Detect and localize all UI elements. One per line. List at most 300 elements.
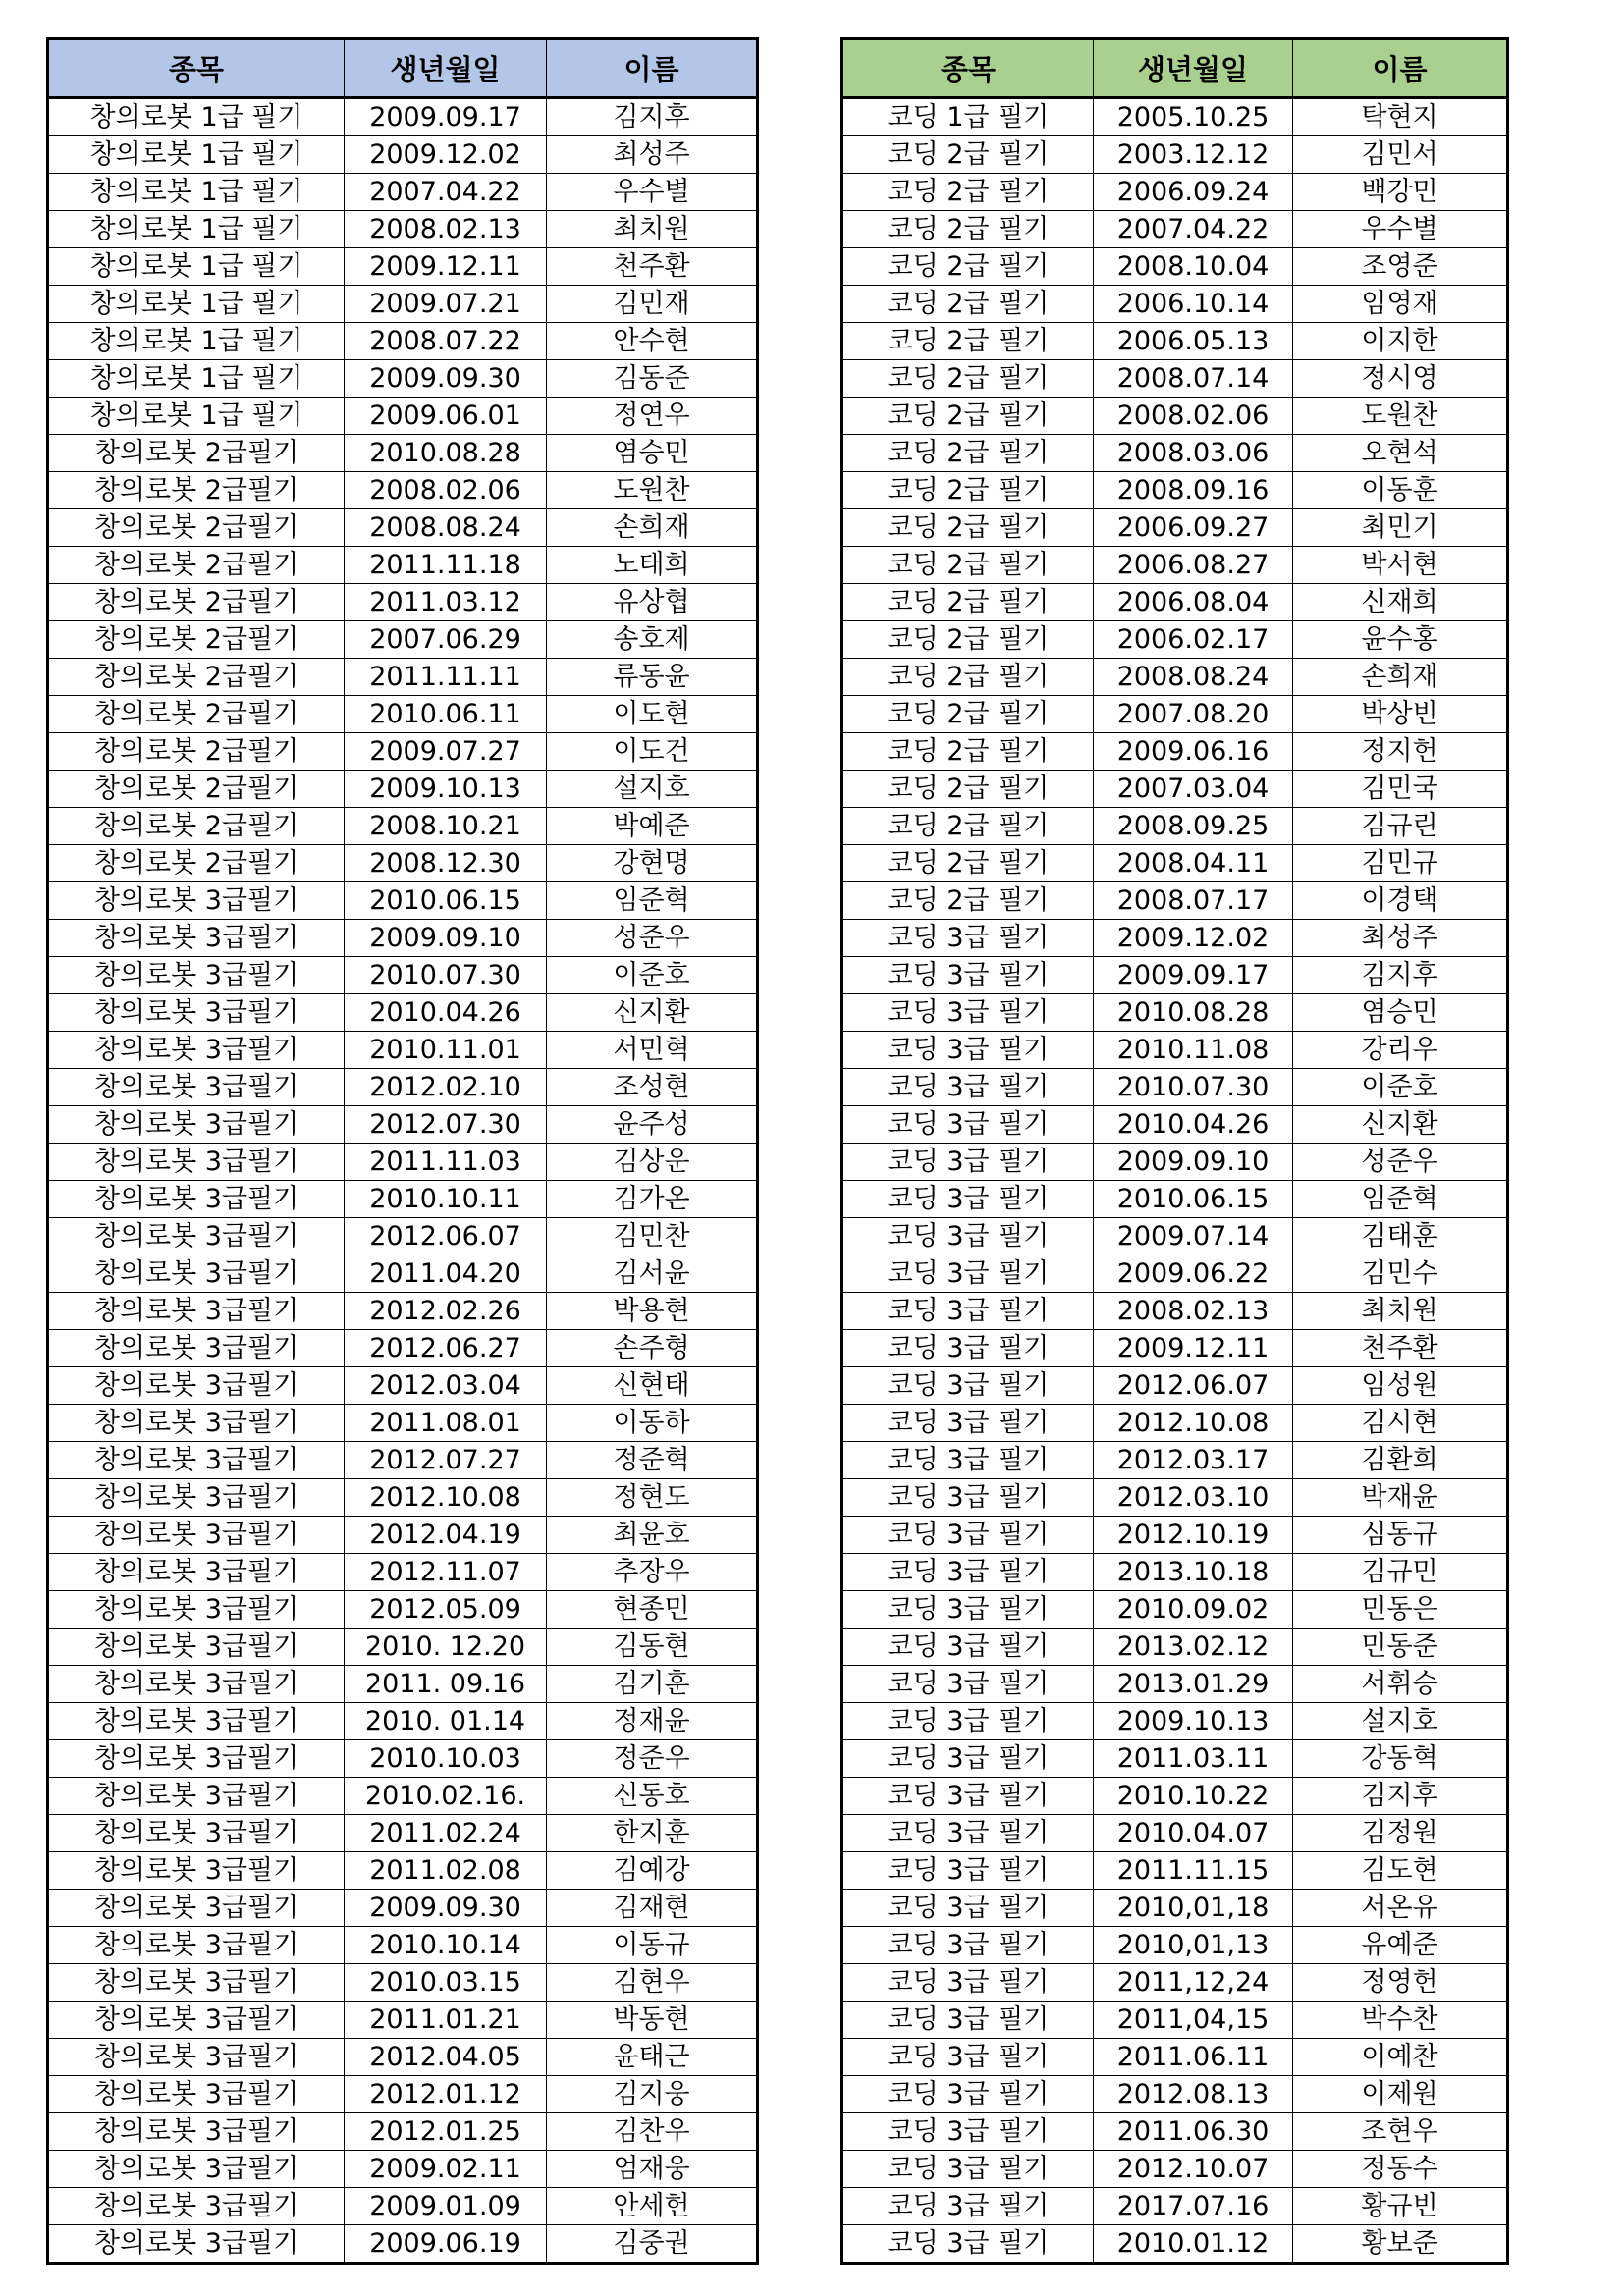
cell-birthdate: 2012.07.27	[345, 1442, 547, 1479]
cell-name: 도원찬	[1293, 398, 1508, 435]
table-row	[842, 1181, 1508, 1218]
cell-birthdate: 2010.01.12	[1094, 2225, 1293, 2264]
cell-birthdate: 2009.09.17	[345, 98, 547, 136]
cell-name: 강현명	[547, 845, 758, 882]
table-row	[842, 733, 1508, 771]
table-row	[48, 1890, 758, 1927]
cell-subject: 창의로봇 2급필기	[48, 845, 345, 882]
cell-subject: 코딩 2급 필기	[842, 509, 1094, 547]
cell-name: 조현우	[1293, 2113, 1508, 2151]
cell-name: 김시현	[1293, 1405, 1508, 1442]
header-birthdate: 생년월일	[1094, 39, 1293, 98]
table-row	[842, 1330, 1508, 1367]
cell-name: 김민서	[1293, 136, 1508, 174]
table-row	[48, 435, 758, 472]
table-row	[842, 1144, 1508, 1181]
cell-birthdate: 2011.11.03	[345, 1144, 547, 1181]
table-row	[48, 1069, 758, 1106]
cell-name: 김찬우	[547, 2113, 758, 2151]
cell-subject: 창의로봇 3급필기	[48, 1218, 345, 1255]
cell-subject: 코딩 3급 필기	[842, 1890, 1094, 1927]
cell-subject: 코딩 3급 필기	[842, 1181, 1094, 1218]
table-row	[842, 509, 1508, 547]
cell-birthdate: 2011,04,15	[1094, 2002, 1293, 2039]
cell-birthdate: 2012.01.12	[345, 2076, 547, 2113]
cell-subject: 코딩 3급 필기	[842, 1218, 1094, 1255]
cell-name: 추장우	[547, 1554, 758, 1591]
table-row	[48, 398, 758, 435]
cell-subject: 코딩 2급 필기	[842, 882, 1094, 920]
table-row	[48, 211, 758, 248]
table-row	[48, 584, 758, 621]
table-row	[48, 1367, 758, 1405]
cell-name: 정연우	[547, 398, 758, 435]
table-row	[842, 1740, 1508, 1778]
cell-subject: 코딩 3급 필기	[842, 1405, 1094, 1442]
cell-birthdate: 2006.09.24	[1094, 174, 1293, 211]
cell-subject: 코딩 3급 필기	[842, 2225, 1094, 2264]
table-row	[842, 1852, 1508, 1890]
cell-name: 김민찬	[547, 1218, 758, 1255]
cell-name: 설지호	[547, 771, 758, 808]
table-row	[48, 1852, 758, 1890]
cell-name: 황보준	[1293, 2225, 1508, 2264]
table-row	[842, 2113, 1508, 2151]
table-row	[48, 1591, 758, 1629]
cell-subject: 창의로봇 3급필기	[48, 1405, 345, 1442]
header-subject: 종목	[842, 39, 1094, 98]
cell-name: 이동하	[547, 1405, 758, 1442]
cell-birthdate: 2008.08.24	[1094, 659, 1293, 696]
cell-birthdate: 2011.11.11	[345, 659, 547, 696]
table-row	[48, 248, 758, 286]
cell-subject: 코딩 3급 필기	[842, 1293, 1094, 1330]
table-row	[842, 1405, 1508, 1442]
cell-subject: 코딩 3급 필기	[842, 2076, 1094, 2113]
cell-name: 송호제	[547, 621, 758, 659]
table-row	[48, 920, 758, 957]
cell-subject: 코딩 2급 필기	[842, 845, 1094, 882]
cell-subject: 창의로봇 3급필기	[48, 1815, 345, 1852]
cell-birthdate: 2011.02.24	[345, 1815, 547, 1852]
table-row	[48, 2225, 758, 2264]
cell-name: 손희재	[1293, 659, 1508, 696]
cell-name: 염승민	[547, 435, 758, 472]
cell-subject: 코딩 2급 필기	[842, 659, 1094, 696]
table-row	[48, 1554, 758, 1591]
cell-name: 정영헌	[1293, 1964, 1508, 2002]
cell-birthdate: 2010. 12.20	[345, 1629, 547, 1666]
cell-birthdate: 2007.04.22	[345, 174, 547, 211]
cell-birthdate: 2010.06.15	[1094, 1181, 1293, 1218]
cell-subject: 창의로봇 3급필기	[48, 957, 345, 994]
table-row	[48, 1629, 758, 1666]
table-row	[48, 994, 758, 1032]
cell-birthdate: 2008.09.25	[1094, 808, 1293, 845]
cell-name: 조영준	[1293, 248, 1508, 286]
cell-subject: 창의로봇 3급필기	[48, 882, 345, 920]
cell-name: 조성현	[547, 1069, 758, 1106]
cell-name: 김재현	[547, 1890, 758, 1927]
table-row	[48, 1778, 758, 1815]
table-row	[842, 1890, 1508, 1927]
cell-name: 정동수	[1293, 2151, 1508, 2188]
cell-subject: 창의로봇 1급 필기	[48, 360, 345, 398]
cell-birthdate: 2010.04.26	[345, 994, 547, 1032]
table-row	[48, 2151, 758, 2188]
table-row	[842, 1778, 1508, 1815]
table-row	[48, 1666, 758, 1703]
cell-birthdate: 2009.09.17	[1094, 957, 1293, 994]
table-row	[842, 1218, 1508, 1255]
cell-subject: 창의로봇 3급필기	[48, 1330, 345, 1367]
cell-birthdate: 2007.03.04	[1094, 771, 1293, 808]
cell-subject: 코딩 3급 필기	[842, 1703, 1094, 1740]
cell-name: 탁현지	[1293, 98, 1508, 136]
cell-birthdate: 2006.08.04	[1094, 584, 1293, 621]
table-row	[48, 2188, 758, 2225]
cell-birthdate: 2009.02.11	[345, 2151, 547, 2188]
cell-birthdate: 2009.10.13	[1094, 1703, 1293, 1740]
cell-subject: 창의로봇 3급필기	[48, 2002, 345, 2039]
table-row	[842, 398, 1508, 435]
cell-name: 우수별	[1293, 211, 1508, 248]
table-row	[48, 2076, 758, 2113]
cell-name: 강리우	[1293, 1032, 1508, 1069]
cell-subject: 코딩 2급 필기	[842, 248, 1094, 286]
cell-subject: 코딩 2급 필기	[842, 435, 1094, 472]
cell-subject: 창의로봇 3급필기	[48, 1442, 345, 1479]
cell-birthdate: 2012.04.05	[345, 2039, 547, 2076]
cell-name: 김현우	[547, 1964, 758, 2002]
cell-subject: 코딩 3급 필기	[842, 2113, 1094, 2151]
cell-subject: 창의로봇 1급 필기	[48, 286, 345, 323]
cell-subject: 코딩 3급 필기	[842, 1106, 1094, 1144]
cell-name: 안수현	[547, 323, 758, 360]
cell-birthdate: 2008.03.06	[1094, 435, 1293, 472]
cell-subject: 코딩 3급 필기	[842, 1591, 1094, 1629]
cell-name: 박재윤	[1293, 1479, 1508, 1517]
cell-birthdate: 2012.06.27	[345, 1330, 547, 1367]
cell-name: 엄재웅	[547, 2151, 758, 2188]
table-row	[48, 323, 758, 360]
cell-subject: 창의로봇 3급필기	[48, 1778, 345, 1815]
cell-birthdate: 2010.10.22	[1094, 1778, 1293, 1815]
cell-birthdate: 2008.09.16	[1094, 472, 1293, 509]
cell-subject: 창의로봇 1급 필기	[48, 174, 345, 211]
cell-birthdate: 2011.08.01	[345, 1405, 547, 1442]
cell-birthdate: 2011.03.11	[1094, 1740, 1293, 1778]
cell-birthdate: 2008.10.21	[345, 808, 547, 845]
header-subject: 종목	[48, 39, 345, 98]
cell-name: 이준호	[1293, 1069, 1508, 1106]
cell-birthdate: 2010.09.02	[1094, 1591, 1293, 1629]
cell-subject: 창의로봇 3급필기	[48, 1517, 345, 1554]
cell-name: 천주환	[1293, 1330, 1508, 1367]
cell-birthdate: 2010.03.15	[345, 1964, 547, 2002]
cell-subject: 창의로봇 2급필기	[48, 696, 345, 733]
cell-subject: 창의로봇 3급필기	[48, 1591, 345, 1629]
cell-name: 박예준	[547, 808, 758, 845]
cell-birthdate: 2008.02.06	[345, 472, 547, 509]
table-row	[48, 1330, 758, 1367]
cell-subject: 코딩 2급 필기	[842, 584, 1094, 621]
table-row	[48, 1405, 758, 1442]
cell-birthdate: 2009.10.13	[345, 771, 547, 808]
cell-name: 김중권	[547, 2225, 758, 2264]
cell-subject: 창의로봇 3급필기	[48, 2039, 345, 2076]
cell-name: 노태희	[547, 547, 758, 584]
table-row	[842, 845, 1508, 882]
table-row	[842, 1666, 1508, 1703]
cell-subject: 창의로봇 1급 필기	[48, 398, 345, 435]
cell-name: 손희재	[547, 509, 758, 547]
cell-subject: 창의로봇 3급필기	[48, 1479, 345, 1517]
cell-name: 손주형	[547, 1330, 758, 1367]
cell-name: 김지후	[1293, 1778, 1508, 1815]
cell-subject: 창의로봇 1급 필기	[48, 211, 345, 248]
cell-name: 이도건	[547, 733, 758, 771]
cell-birthdate: 2010.10.11	[345, 1181, 547, 1218]
table-row	[842, 174, 1508, 211]
cell-name: 김정원	[1293, 1815, 1508, 1852]
header-name: 이름	[547, 39, 758, 98]
cell-birthdate: 2008.02.06	[1094, 398, 1293, 435]
cell-birthdate: 2011.02.08	[345, 1852, 547, 1890]
cell-birthdate: 2009.12.02	[345, 136, 547, 174]
table-row	[842, 1442, 1508, 1479]
cell-name: 최성주	[1293, 920, 1508, 957]
cell-subject: 창의로봇 2급필기	[48, 808, 345, 845]
cell-birthdate: 2011,12,24	[1094, 1964, 1293, 2002]
cell-subject: 창의로봇 3급필기	[48, 1927, 345, 1964]
table-row	[842, 1591, 1508, 1629]
cell-name: 한지훈	[547, 1815, 758, 1852]
table-row	[842, 2002, 1508, 2039]
cell-birthdate: 2012.11.07	[345, 1554, 547, 1591]
table-row	[842, 211, 1508, 248]
cell-birthdate: 2009.09.30	[345, 360, 547, 398]
cell-subject: 창의로봇 3급필기	[48, 1852, 345, 1890]
cell-subject: 창의로봇 1급 필기	[48, 323, 345, 360]
table-row	[48, 547, 758, 584]
cell-subject: 코딩 2급 필기	[842, 733, 1094, 771]
cell-name: 이제원	[1293, 2076, 1508, 2113]
cell-name: 우수별	[547, 174, 758, 211]
table-row	[842, 1367, 1508, 1405]
cell-subject: 코딩 3급 필기	[842, 1852, 1094, 1890]
table-row	[842, 882, 1508, 920]
cell-subject: 창의로봇 2급필기	[48, 509, 345, 547]
cell-name: 김태훈	[1293, 1218, 1508, 1255]
cell-birthdate: 2010.10.03	[345, 1740, 547, 1778]
cell-birthdate: 2012.02.26	[345, 1293, 547, 1330]
cell-subject: 코딩 3급 필기	[842, 1517, 1094, 1554]
cell-name: 임영재	[1293, 286, 1508, 323]
table-row	[842, 771, 1508, 808]
cell-birthdate: 2010.11.01	[345, 1032, 547, 1069]
cell-birthdate: 2008.07.14	[1094, 360, 1293, 398]
cell-birthdate: 2010.07.30	[1094, 1069, 1293, 1106]
table-row	[48, 1703, 758, 1740]
cell-subject: 코딩 3급 필기	[842, 920, 1094, 957]
table-row	[48, 1144, 758, 1181]
table-row	[842, 957, 1508, 994]
table-row	[842, 1703, 1508, 1740]
table-row	[48, 696, 758, 733]
table-row	[48, 1740, 758, 1778]
cell-name: 정재윤	[547, 1703, 758, 1740]
cell-subject: 창의로봇 1급 필기	[48, 98, 345, 136]
cell-birthdate: 2011.11.15	[1094, 1852, 1293, 1890]
table-row	[842, 1815, 1508, 1852]
cell-subject: 창의로봇 3급필기	[48, 2151, 345, 2188]
table-row	[48, 957, 758, 994]
table-row	[842, 2076, 1508, 2113]
cell-name: 김민재	[547, 286, 758, 323]
cell-name: 박상빈	[1293, 696, 1508, 733]
cell-subject: 창의로봇 3급필기	[48, 2076, 345, 2113]
cell-subject: 창의로봇 3급필기	[48, 1629, 345, 1666]
cell-subject: 코딩 2급 필기	[842, 696, 1094, 733]
table-row	[842, 2225, 1508, 2264]
table-row	[48, 1517, 758, 1554]
cell-birthdate: 2012.07.30	[345, 1106, 547, 1144]
table-row	[48, 845, 758, 882]
cell-name: 이예찬	[1293, 2039, 1508, 2076]
table-row	[48, 1218, 758, 1255]
cell-birthdate: 2012.10.19	[1094, 1517, 1293, 1554]
cell-subject: 코딩 3급 필기	[842, 1255, 1094, 1293]
cell-subject: 창의로봇 3급필기	[48, 1703, 345, 1740]
cell-subject: 코딩 3급 필기	[842, 1815, 1094, 1852]
cell-birthdate: 2011.01.21	[345, 2002, 547, 2039]
cell-name: 유상협	[547, 584, 758, 621]
cell-birthdate: 2010.11.08	[1094, 1032, 1293, 1069]
cell-birthdate: 2012.02.10	[345, 1069, 547, 1106]
cell-birthdate: 2009.01.09	[345, 2188, 547, 2225]
cell-name: 박서현	[1293, 547, 1508, 584]
cell-subject: 창의로봇 2급필기	[48, 472, 345, 509]
cell-birthdate: 2006.10.14	[1094, 286, 1293, 323]
cell-subject: 창의로봇 3급필기	[48, 1069, 345, 1106]
cell-name: 윤태근	[547, 2039, 758, 2076]
cell-name: 현종민	[547, 1591, 758, 1629]
cell-name: 김민수	[1293, 1255, 1508, 1293]
cell-subject: 코딩 2급 필기	[842, 174, 1094, 211]
table-row	[842, 360, 1508, 398]
table-row	[842, 1629, 1508, 1666]
cell-subject: 코딩 2급 필기	[842, 547, 1094, 584]
cell-name: 김지후	[547, 98, 758, 136]
cell-subject: 창의로봇 3급필기	[48, 2113, 345, 2151]
table-row	[48, 136, 758, 174]
cell-birthdate: 2008.02.13	[345, 211, 547, 248]
cell-birthdate: 2008.12.30	[345, 845, 547, 882]
table-row	[842, 621, 1508, 659]
cell-birthdate: 2010,01,18	[1094, 1890, 1293, 1927]
table-row	[48, 1106, 758, 1144]
cell-birthdate: 2012.10.07	[1094, 2151, 1293, 2188]
cell-subject: 창의로봇 2급필기	[48, 659, 345, 696]
cell-name: 박동현	[547, 2002, 758, 2039]
table-row	[48, 659, 758, 696]
cell-birthdate: 2009.09.10	[1094, 1144, 1293, 1181]
cell-subject: 창의로봇 3급필기	[48, 1181, 345, 1218]
robot-exam-table	[46, 37, 759, 2265]
table-row	[842, 136, 1508, 174]
cell-birthdate: 2017.07.16	[1094, 2188, 1293, 2225]
cell-subject: 코딩 3급 필기	[842, 2151, 1094, 2188]
cell-subject: 코딩 3급 필기	[842, 1069, 1094, 1106]
cell-name: 김지후	[1293, 957, 1508, 994]
header-birthdate: 생년월일	[345, 39, 547, 98]
cell-name: 이경택	[1293, 882, 1508, 920]
cell-name: 김동준	[547, 360, 758, 398]
table-row	[48, 2113, 758, 2151]
cell-subject: 창의로봇 3급필기	[48, 920, 345, 957]
cell-subject: 창의로봇 3급필기	[48, 994, 345, 1032]
cell-name: 임준혁	[1293, 1181, 1508, 1218]
cell-name: 서온유	[1293, 1890, 1508, 1927]
cell-birthdate: 2006.09.27	[1094, 509, 1293, 547]
cell-birthdate: 2008.10.04	[1094, 248, 1293, 286]
cell-name: 정준혁	[547, 1442, 758, 1479]
cell-birthdate: 2013.02.12	[1094, 1629, 1293, 1666]
cell-birthdate: 2012.06.07	[1094, 1367, 1293, 1405]
cell-subject: 코딩 3급 필기	[842, 1442, 1094, 1479]
cell-subject: 창의로봇 3급필기	[48, 1106, 345, 1144]
cell-name: 최치원	[547, 211, 758, 248]
cell-name: 성준우	[1293, 1144, 1508, 1181]
cell-name: 민동은	[1293, 1591, 1508, 1629]
table-row	[842, 1479, 1508, 1517]
table-row	[48, 1032, 758, 1069]
cell-birthdate: 2011.03.12	[345, 584, 547, 621]
cell-subject: 코딩 2급 필기	[842, 323, 1094, 360]
cell-birthdate: 2009.06.01	[345, 398, 547, 435]
table-row	[842, 1927, 1508, 1964]
cell-name: 염승민	[1293, 994, 1508, 1032]
cell-birthdate: 2012.08.13	[1094, 2076, 1293, 2113]
table-row	[842, 2188, 1508, 2225]
cell-subject: 코딩 3급 필기	[842, 1927, 1094, 1964]
cell-birthdate: 2009.06.16	[1094, 733, 1293, 771]
cell-name: 서휘승	[1293, 1666, 1508, 1703]
cell-name: 유예준	[1293, 1927, 1508, 1964]
cell-subject: 창의로봇 3급필기	[48, 1554, 345, 1591]
table-row	[48, 1815, 758, 1852]
table-row	[842, 286, 1508, 323]
cell-subject: 코딩 2급 필기	[842, 808, 1094, 845]
cell-subject: 창의로봇 2급필기	[48, 584, 345, 621]
cell-birthdate: 2013.01.29	[1094, 1666, 1293, 1703]
table-row	[842, 808, 1508, 845]
cell-birthdate: 2010.08.28	[345, 435, 547, 472]
cell-name: 서민혁	[547, 1032, 758, 1069]
table-row	[48, 1255, 758, 1293]
cell-birthdate: 2012.06.07	[345, 1218, 547, 1255]
cell-birthdate: 2012.03.10	[1094, 1479, 1293, 1517]
cell-birthdate: 2010.06.11	[345, 696, 547, 733]
table-row	[48, 808, 758, 845]
table-row	[842, 920, 1508, 957]
cell-name: 이동규	[547, 1927, 758, 1964]
cell-name: 김가온	[547, 1181, 758, 1218]
table-row	[842, 1032, 1508, 1069]
cell-birthdate: 2006.08.27	[1094, 547, 1293, 584]
cell-name: 김환희	[1293, 1442, 1508, 1479]
